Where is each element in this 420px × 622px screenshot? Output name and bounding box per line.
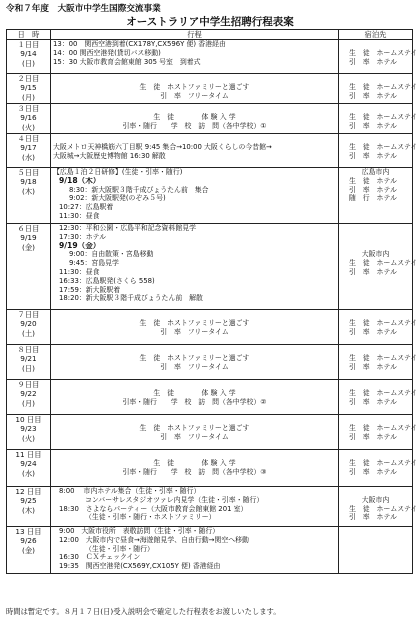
itinerary-line: 引率・随行 学 校 訪 問（各中学校）③: [122, 467, 267, 476]
lodging-line: [341, 415, 410, 424]
itinerary-line: 生 徒 体 験 入 学: [153, 112, 236, 121]
lodging-line: 生 徒 ホテル: [349, 176, 397, 185]
date-line: 9/21: [20, 354, 37, 364]
table-row: [7, 450, 413, 487]
date-line: ２日目: [17, 74, 40, 83]
date-line: 9/26: [20, 536, 37, 546]
table-row: [7, 310, 413, 345]
itinerary-line: 10:27：広島駅着: [59, 203, 114, 212]
date-cell: [7, 168, 51, 224]
lodging-line: 生 徒 ホームステイ: [349, 388, 418, 397]
lodging-line: 引 率 ホテル: [349, 513, 397, 522]
lodging-cell: [339, 168, 413, 224]
date-cell: [7, 415, 51, 450]
date-line: 13 日目: [15, 527, 42, 536]
itinerary-line: 17:30：ホテル: [59, 232, 107, 241]
lodging-line: 生 徒 ホームステイ: [349, 504, 418, 513]
itinerary-line: 13：00 関西空港到着(CX178Y,CX596Y 便) 香港経由: [53, 40, 226, 48]
date-line: (金): [22, 242, 35, 252]
itinerary-line: 大阪メトロ天神橋筋六丁目駅 9:45 集合→10:00 大阪くらしの今昔館→: [53, 142, 272, 151]
date-line: 12 日目: [15, 487, 42, 496]
date-line: ９日目: [17, 380, 40, 389]
table-row: [7, 40, 413, 74]
date-line: 9/17: [20, 143, 37, 153]
lodging-line: 生 徒 ホームステイ: [349, 458, 418, 467]
lodging-cell: [339, 380, 418, 415]
itinerary-cell: [51, 104, 339, 134]
itinerary-line: 15：30 大阪市教育会館東館 305 号室 到着式: [53, 57, 201, 66]
itinerary-line: 14：00 関西空港発(貸切バス移動): [53, 48, 161, 57]
header-lodging: 宿泊先: [339, 30, 413, 40]
date-line: (月): [22, 92, 35, 102]
lodging-line: 引 率 ホテル: [349, 121, 397, 130]
itinerary-cell: [51, 168, 339, 224]
date-line: ６日目: [17, 224, 40, 233]
header-date: 日 時: [7, 30, 51, 40]
lodging-cell: [339, 104, 418, 134]
itinerary-line: 引率・随行 学 校 訪 問（各中学校）①: [122, 121, 267, 130]
itinerary-line: [53, 415, 336, 424]
itinerary-line: 引率・随行 学 校 訪 問（各中学校）②: [122, 397, 267, 406]
itinerary-line: 11:30：昼食: [59, 267, 100, 276]
lodging-line: 随 行 ホテル: [349, 194, 397, 203]
lodging-cell: [339, 527, 413, 574]
itinerary-line: 18:30 さよならパーティー（大阪市教育会館東館 201 室）: [59, 504, 248, 513]
lodging-line: 引 率 ホテル: [349, 397, 397, 406]
table-row: [7, 134, 413, 168]
date-line: 9/22: [20, 389, 37, 399]
table-row: [7, 224, 413, 310]
date-cell: [7, 487, 51, 527]
itinerary-line: 引 率 フリータイム: [160, 432, 229, 441]
date-line: 11 日目: [15, 450, 42, 459]
itinerary-line: 11:30：昼食: [59, 211, 100, 220]
lodging-line: [341, 134, 410, 143]
date-cell: [7, 40, 51, 74]
table-row: [7, 104, 413, 134]
date-line: ３日目: [17, 104, 40, 113]
itinerary-line: [53, 450, 336, 459]
table-row: [7, 168, 413, 224]
date-line: (木): [22, 505, 35, 515]
lodging-line: [341, 380, 410, 389]
date-line: 9/24: [20, 459, 37, 469]
lodging-line: 生 徒 ホームステイ: [349, 142, 418, 151]
itinerary-line: 生 徒 体 験 入 学: [153, 388, 236, 397]
date-cell: [7, 134, 51, 168]
itinerary-line: 大阪城→大阪歴史博物館 16:30 解散: [53, 151, 166, 160]
itinerary-cell: [51, 380, 339, 415]
date-line: ７日目: [17, 310, 40, 319]
table-row: [7, 487, 413, 527]
date-line: １日目: [17, 40, 40, 49]
itinerary-table: [6, 29, 418, 574]
date-line: 9/14: [20, 49, 37, 59]
table-row: [7, 415, 413, 450]
date-line: ５日目: [17, 168, 40, 177]
itinerary-line: [53, 74, 336, 83]
itinerary-line: 引 率 フリータイム: [160, 362, 229, 371]
itinerary-line: [53, 345, 336, 354]
itinerary-line: 【広島１泊２日研修】(生徒・引率・随行): [53, 168, 183, 176]
lodging-line: [341, 233, 410, 242]
itinerary-line: 12:30：平和公園・広島平和記念資料館見学: [59, 224, 196, 232]
itinerary-line: 9/18（木）: [59, 176, 101, 185]
date-line: 10 日目: [15, 415, 42, 424]
lodging-line: 引 率 ホテル: [349, 151, 397, 160]
lodging-line: 生 徒 ホームステイ: [349, 353, 418, 362]
lodging-cell: [339, 487, 418, 527]
lodging-line: 引 率 ホテル: [349, 432, 397, 441]
itinerary-line: 16:33：広島駅発(さくら 558): [59, 276, 155, 285]
date-line: ４日目: [17, 134, 40, 143]
itinerary-line: （生徒・引率・随行・ホストファミリー）: [85, 513, 216, 522]
itinerary-line: 引 率 フリータイム: [160, 91, 229, 100]
itinerary-cell: [51, 450, 339, 487]
date-line: (水): [22, 468, 35, 478]
lodging-line: [341, 310, 410, 319]
lodging-cell: [339, 450, 418, 487]
lodging-line: 広島市内: [361, 168, 390, 176]
itinerary-line: 生 徒 ホストファミリーと過ごす: [139, 423, 250, 432]
date-line: (木): [22, 186, 35, 196]
lodging-line: [341, 224, 410, 233]
itinerary-line: 9/19（金）: [59, 241, 101, 250]
lodging-cell: [339, 134, 418, 168]
itinerary-line: 17:59：新大阪駅着: [59, 285, 121, 294]
date-line: 9/18: [20, 177, 37, 187]
date-line: 9/19: [20, 233, 37, 243]
itinerary-line: 18:20：新大阪駅３階千成びょうたん前 解散: [59, 294, 203, 303]
itinerary-line: 8:30：新大阪駅３階千成びょうたん前 集合: [69, 185, 209, 194]
lodging-line: 生 徒 ホームステイ: [349, 82, 418, 91]
lodging-line: 生 徒 ホームステイ: [349, 112, 418, 121]
date-line: 9/16: [20, 113, 37, 123]
date-cell: [7, 310, 51, 345]
lodging-line: [341, 450, 410, 459]
lodging-line: 引 率 ホテル: [349, 327, 397, 336]
table-row: [7, 345, 413, 380]
date-cell: [7, 74, 51, 104]
itinerary-line: 9:45：宮島見学: [69, 259, 119, 268]
lodging-line: [341, 487, 410, 496]
lodging-cell: [339, 415, 418, 450]
lodging-line: [341, 345, 410, 354]
itinerary-line: 引 率 フリータイム: [160, 327, 229, 336]
itinerary-line: （生徒・引率・随行）: [85, 544, 154, 553]
itinerary-line: [53, 380, 336, 389]
lodging-line: 引 率 ホテル: [349, 185, 397, 194]
itinerary-line: 9:00 大阪市役所 表敬訪問（生徒・引率・随行）: [59, 527, 220, 535]
date-line: (火): [22, 122, 35, 132]
date-line: 9/23: [20, 424, 37, 434]
date-line: (水): [22, 152, 35, 162]
org-line: 令和７年度 大阪市中学生国際交流事業: [6, 4, 161, 14]
date-line: 9/25: [20, 496, 37, 506]
lodging-line: 大阪市内: [361, 495, 390, 504]
itinerary-cell: [51, 40, 339, 74]
itinerary-line: 12:00 大阪市内で昼食→海遊館見学、自由行動→関空へ移動: [59, 535, 249, 544]
date-cell: [7, 345, 51, 380]
itinerary-line: 生 徒 ホストファミリーと過ごす: [139, 353, 250, 362]
itinerary-line: [53, 104, 336, 113]
date-cell: [7, 224, 51, 310]
itinerary-line: 19:35 関西空港発(CX569Y,CX105Y 便) 香港経由: [59, 562, 221, 571]
lodging-line: 引 率 ホテル: [349, 91, 397, 100]
date-cell: [7, 104, 51, 134]
itinerary-line: コンバーサレスタジオツァレ内見学（生徒・引率・随行）: [85, 495, 264, 504]
date-line: (金): [22, 545, 35, 555]
itinerary-cell: [51, 74, 339, 104]
date-line: 9/20: [20, 319, 37, 329]
table-row: [7, 527, 413, 574]
itinerary-cell: [51, 527, 339, 574]
itinerary-line: 生 徒 ホストファミリーと過ごす: [139, 82, 250, 91]
itinerary-line: 9:02：新大阪駅発(のぞみ５号): [69, 194, 166, 203]
lodging-line: 引 率 ホテル: [349, 267, 397, 276]
date-cell: [7, 450, 51, 487]
itinerary-cell: [51, 345, 339, 380]
itinerary-cell: [51, 134, 339, 168]
date-line: (日): [22, 363, 35, 373]
footer-note: 時間は暫定です。８月１７日(日)受入説明会で確定した行程表をお渡しいたします。: [6, 607, 281, 616]
lodging-line: [341, 40, 410, 49]
itinerary-cell: [51, 487, 339, 527]
lodging-cell: [339, 74, 418, 104]
lodging-cell: [339, 310, 418, 345]
lodging-line: 生 徒 ホームステイ: [349, 318, 418, 327]
itinerary-line: 生 徒 ホストファミリーと過ごす: [139, 318, 250, 327]
lodging-cell: [339, 224, 418, 310]
date-line: 9/15: [20, 83, 37, 93]
date-line: (土): [22, 328, 35, 338]
date-line: ８日目: [17, 345, 40, 354]
header-itinerary: 行程: [51, 30, 339, 40]
itinerary-line: 生 徒 体 験 入 学: [153, 458, 236, 467]
lodging-line: 大阪市内: [361, 250, 390, 259]
itinerary-line: 8:00 市内ホテル集合（生徒・引率・随行）: [59, 487, 201, 495]
lodging-cell: [339, 345, 418, 380]
table-row: [7, 380, 413, 415]
lodging-line: 引 率 ホテル: [349, 362, 397, 371]
lodging-line: 生 徒 ホームステイ: [349, 259, 418, 268]
lodging-line: 生 徒 ホームステイ: [349, 48, 418, 57]
date-line: (日): [22, 58, 35, 68]
itinerary-cell: [51, 224, 339, 310]
date-line: (火): [22, 433, 35, 443]
date-line: (月): [22, 398, 35, 408]
date-cell: [7, 380, 51, 415]
lodging-line: [341, 104, 410, 113]
lodging-line: 引 率 ホテル: [349, 467, 397, 476]
itinerary-cell: [51, 310, 339, 345]
page-title: オーストラリア中学生招聘行程表案: [126, 16, 294, 28]
lodging-line: [341, 74, 410, 83]
itinerary-line: 16:30 ＣＸチェックイン: [59, 553, 141, 562]
date-cell: [7, 527, 51, 574]
itinerary-line: [53, 310, 336, 319]
table-row: [7, 74, 413, 104]
itinerary-line: [53, 134, 336, 143]
itinerary-line: 9:00：自由散策・宮島移動: [69, 250, 154, 259]
table-header-row: [7, 30, 413, 40]
lodging-line: 生 徒 ホームステイ: [349, 423, 418, 432]
lodging-line: 引 率 ホテル: [349, 57, 397, 66]
lodging-cell: [339, 40, 418, 74]
itinerary-cell: [51, 415, 339, 450]
